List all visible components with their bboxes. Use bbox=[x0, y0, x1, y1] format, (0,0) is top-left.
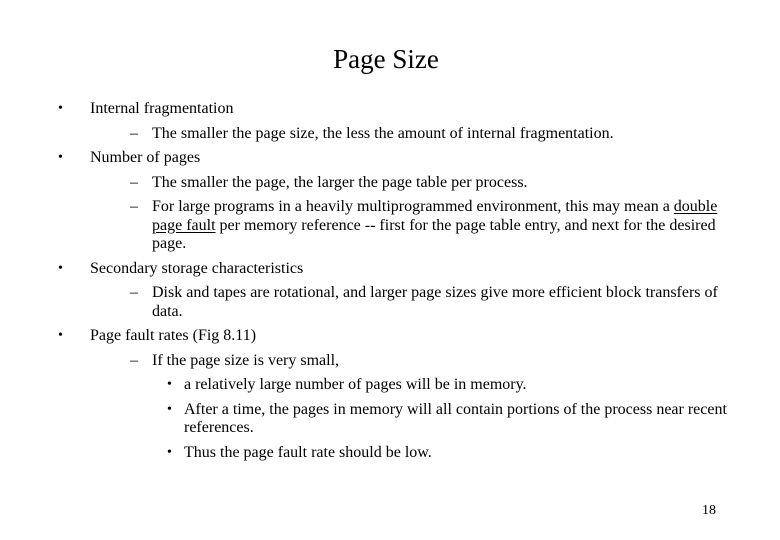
sub-sub-bullet bbox=[90, 401, 738, 438]
sub-sub-bullet-text: After a time, the pages in memory will all contain portions of the process near recent references. bbox=[184, 400, 727, 436]
sub-sub-bullet bbox=[90, 376, 738, 395]
sub-bullet-text bbox=[152, 198, 738, 254]
sub-bullet bbox=[90, 284, 738, 321]
bullet-page-fault-rates bbox=[58, 327, 738, 462]
sub-sub-bullet bbox=[90, 444, 738, 463]
bullet-text: Page fault rates (Fig 8.11) bbox=[90, 327, 257, 344]
slide-title: Page Size bbox=[333, 44, 439, 74]
sub-bullet-text: The smaller the page size, the less the amount of internal fragmentation. bbox=[152, 124, 614, 142]
double-page-fault-term: double page fault bbox=[152, 198, 718, 234]
dash-icon: – bbox=[130, 173, 138, 191]
page-number: 18 bbox=[702, 503, 716, 518]
sub-bullet-text: The smaller the page, the larger the page table per process. bbox=[152, 173, 528, 191]
bullet-icon: • bbox=[167, 377, 172, 392]
sub-sub-bullet-text: Thus the page fault rate should be low. bbox=[184, 443, 432, 461]
bullet-text: Secondary storage characteristics bbox=[90, 259, 304, 277]
sub-bullet bbox=[90, 352, 738, 371]
dash-icon: – bbox=[130, 284, 138, 301]
bullet-text: Internal fragmentation bbox=[90, 100, 234, 117]
sub-bullet-text: If the page size is very small, bbox=[152, 351, 340, 369]
bullet-secondary-storage bbox=[58, 260, 738, 322]
bullet-internal-fragmentation bbox=[58, 100, 738, 143]
bullet-text: Number of pages bbox=[90, 149, 201, 166]
bullet-icon: • bbox=[58, 328, 63, 343]
sub-sub-bullet-text: a relatively large number of pages will be in memory. bbox=[184, 376, 527, 393]
dash-icon: – bbox=[130, 351, 138, 369]
sub-bullet-text: Disk and tapes are rotational, and larger page sizes give more efficient block transfers of data. bbox=[152, 284, 718, 320]
bullet-icon: • bbox=[167, 401, 172, 417]
sub-bullet-text-pre: For large programs in a heavily multiprogrammed environment, this may mean a bbox=[152, 198, 674, 215]
bullet-icon: • bbox=[167, 444, 172, 460]
bullet-list bbox=[58, 100, 738, 462]
sub-bullet bbox=[90, 174, 738, 193]
sub-bullet-text-post: per memory reference -- first for the page table entry, and next for the desired page. bbox=[152, 216, 716, 252]
dash-icon: – bbox=[130, 198, 138, 215]
bullet-icon: • bbox=[58, 150, 63, 165]
bullet-icon: • bbox=[58, 260, 63, 276]
dash-icon: – bbox=[130, 124, 138, 142]
sub-bullet bbox=[90, 198, 738, 254]
bullet-icon: • bbox=[58, 101, 63, 116]
sub-bullet bbox=[90, 125, 738, 144]
bullet-number-of-pages bbox=[58, 149, 738, 254]
